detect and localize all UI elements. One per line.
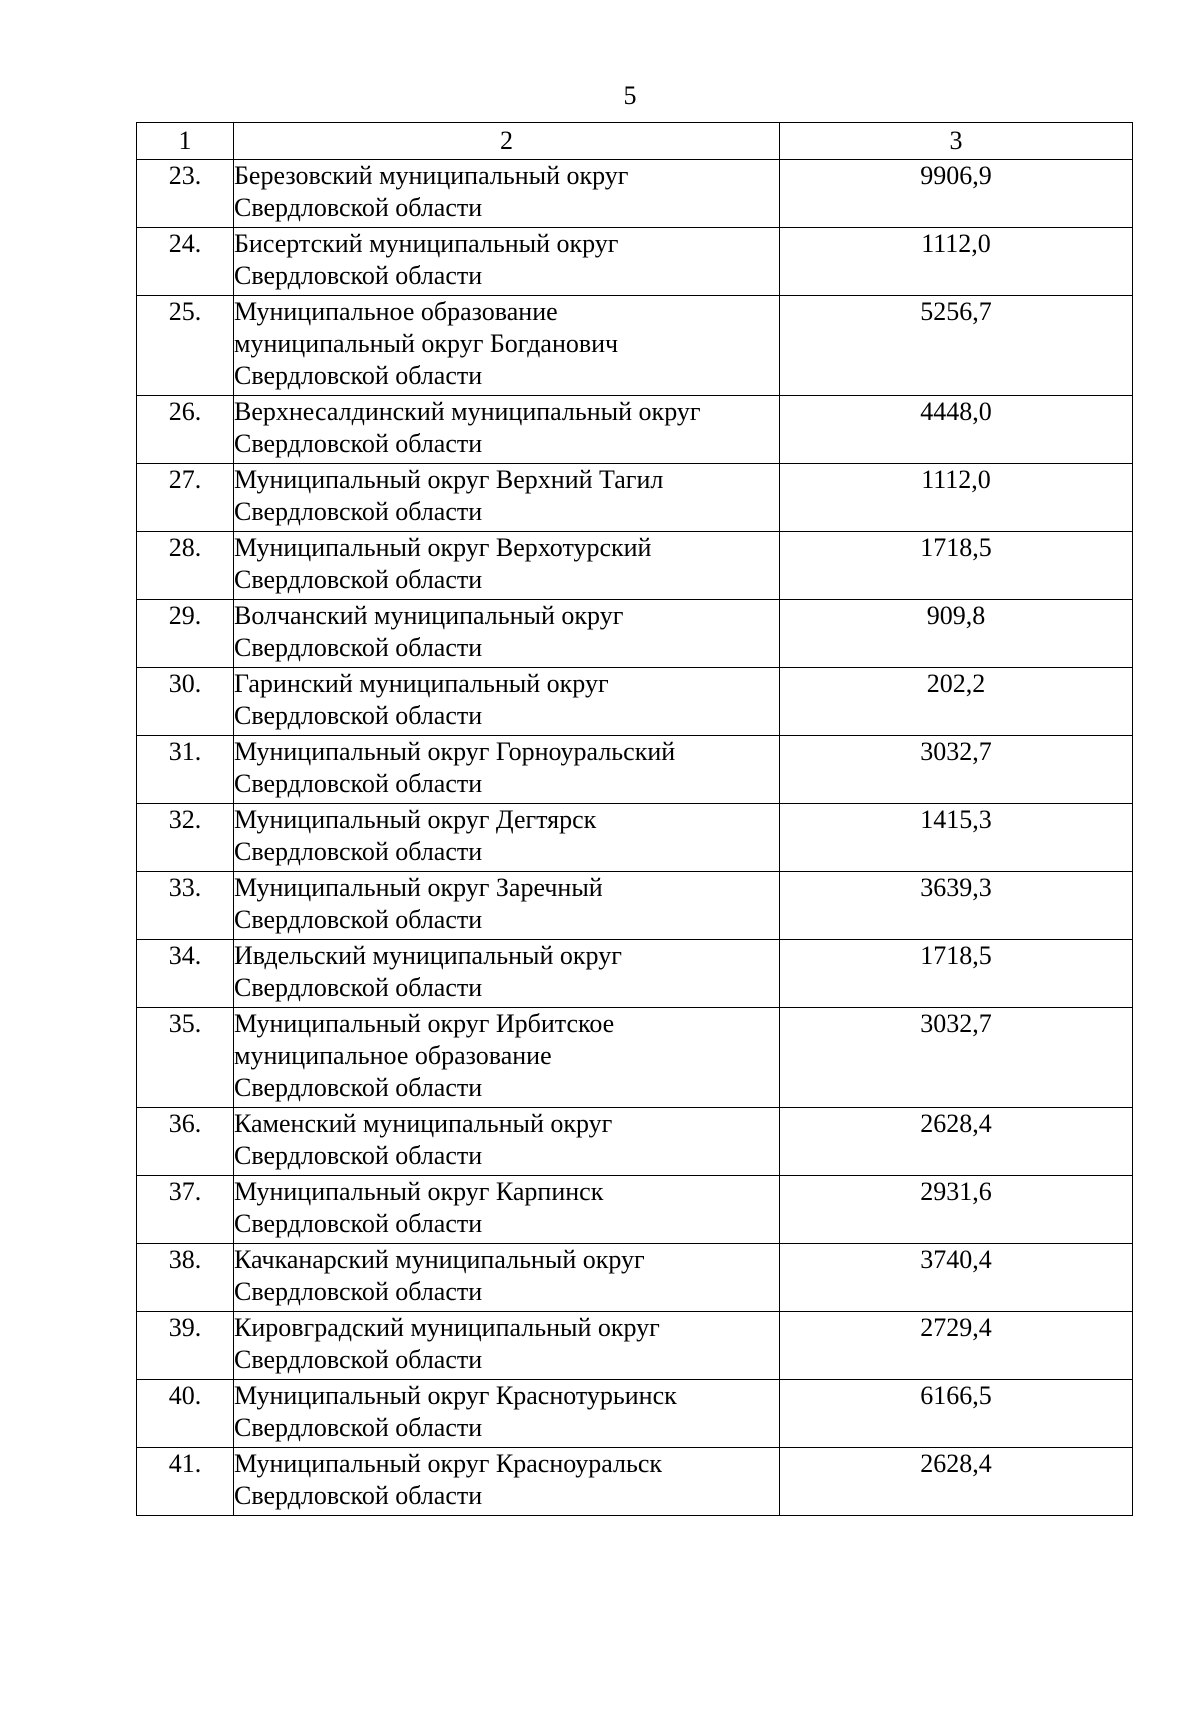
municipality-name-line: Муниципальное образование	[234, 297, 558, 326]
allocation-value: 202,2	[780, 668, 1133, 736]
municipality-name	[234, 1244, 780, 1312]
municipality-name-line: Муниципальный округ Карпинск	[234, 1177, 604, 1206]
allocation-value: 3032,7	[780, 736, 1133, 804]
municipality-name-line: Свердловской области	[234, 429, 483, 458]
municipality-name-line: Свердловской области	[234, 361, 483, 390]
table-row	[137, 160, 1133, 228]
municipality-name-line: Свердловской области	[234, 905, 483, 934]
row-number: 32.	[137, 804, 234, 872]
municipality-name-line: Кировградский муниципальный округ	[234, 1313, 660, 1342]
row-number: 26.	[137, 396, 234, 464]
municipality-name-line: Свердловской области	[234, 565, 483, 594]
allocation-table	[136, 122, 1133, 1516]
allocation-value: 1718,5	[780, 940, 1133, 1008]
municipality-name	[234, 1448, 780, 1516]
table-row	[137, 396, 1133, 464]
municipality-name-line: Свердловской области	[234, 769, 483, 798]
municipality-name	[234, 1380, 780, 1448]
table-row	[137, 1244, 1133, 1312]
municipality-name	[234, 1312, 780, 1380]
table-row	[137, 296, 1133, 396]
municipality-name-line: Верхнесалдинский муниципальный округ	[234, 397, 701, 426]
municipality-name-line: Муниципальный округ Дегтярск	[234, 805, 597, 834]
allocation-value: 909,8	[780, 600, 1133, 668]
table-row	[137, 736, 1133, 804]
municipality-name-line: Свердловской области	[234, 497, 483, 526]
table-row	[137, 668, 1133, 736]
municipality-name-line: Муниципальный округ Горноуральский	[234, 737, 676, 766]
municipality-name	[234, 940, 780, 1008]
municipality-name	[234, 532, 780, 600]
allocation-value: 3740,4	[780, 1244, 1133, 1312]
municipality-name-line: Ивдельский муниципальный округ	[234, 941, 622, 970]
table-row	[137, 940, 1133, 1008]
row-number: 29.	[137, 600, 234, 668]
municipality-name-line: Муниципальный округ Заречный	[234, 873, 603, 902]
municipality-name-line: Свердловской области	[234, 1481, 483, 1510]
allocation-value: 2729,4	[780, 1312, 1133, 1380]
allocation-value: 6166,5	[780, 1380, 1133, 1448]
allocation-value: 9906,9	[780, 160, 1133, 228]
row-number: 38.	[137, 1244, 234, 1312]
municipality-name	[234, 1176, 780, 1244]
municipality-name-line: Качканарский муниципальный округ	[234, 1245, 645, 1274]
municipality-name	[234, 228, 780, 296]
row-number: 31.	[137, 736, 234, 804]
row-number: 24.	[137, 228, 234, 296]
table-row	[137, 1380, 1133, 1448]
municipality-name	[234, 668, 780, 736]
municipality-name	[234, 396, 780, 464]
column-header-name: 2	[234, 123, 780, 160]
municipality-name-line: муниципальное образование	[234, 1041, 552, 1070]
page-number: 5	[623, 81, 637, 110]
allocation-value: 2628,4	[780, 1108, 1133, 1176]
table-row	[137, 228, 1133, 296]
municipality-name	[234, 600, 780, 668]
row-number: 30.	[137, 668, 234, 736]
municipality-name-line: Свердловской области	[234, 261, 483, 290]
municipality-name-line: Свердловской области	[234, 1277, 483, 1306]
municipality-name-line: Муниципальный округ Краснотурьинск	[234, 1381, 677, 1410]
municipality-name	[234, 464, 780, 532]
allocation-value: 3032,7	[780, 1008, 1133, 1108]
table-row	[137, 1108, 1133, 1176]
municipality-name	[234, 872, 780, 940]
allocation-value: 3639,3	[780, 872, 1133, 940]
table-row	[137, 532, 1133, 600]
municipality-name-line: Свердловской области	[234, 837, 483, 866]
allocation-value: 1718,5	[780, 532, 1133, 600]
municipality-name-line: Свердловской области	[234, 701, 483, 730]
table-row	[137, 464, 1133, 532]
column-header-number: 1	[137, 123, 234, 160]
municipality-name-line: Свердловской области	[234, 1413, 483, 1442]
table-row	[137, 872, 1133, 940]
municipality-name-line: Березовский муниципальный округ	[234, 161, 629, 190]
row-number: 40.	[137, 1380, 234, 1448]
municipality-name-line: Свердловской области	[234, 1141, 483, 1170]
municipality-name-line: Муниципальный округ Верхний Тагил	[234, 465, 664, 494]
municipality-name	[234, 736, 780, 804]
row-number: 35.	[137, 1008, 234, 1108]
municipality-name-line: Свердловской области	[234, 1073, 483, 1102]
row-number: 25.	[137, 296, 234, 396]
allocation-value: 1112,0	[780, 464, 1133, 532]
municipality-name-line: Волчанский муниципальный округ	[234, 601, 624, 630]
municipality-name-line: Гаринский муниципальный округ	[234, 669, 609, 698]
municipality-name-line: Свердловской области	[234, 633, 483, 662]
row-number: 39.	[137, 1312, 234, 1380]
allocation-value: 2931,6	[780, 1176, 1133, 1244]
municipality-name-line: Свердловской области	[234, 973, 483, 1002]
municipality-name	[234, 296, 780, 396]
municipality-name	[234, 804, 780, 872]
allocation-value: 1415,3	[780, 804, 1133, 872]
row-number: 23.	[137, 160, 234, 228]
municipality-name-line: Свердловской области	[234, 1345, 483, 1374]
column-header-value: 3	[780, 123, 1133, 160]
allocation-value: 2628,4	[780, 1448, 1133, 1516]
municipality-name	[234, 160, 780, 228]
row-number: 37.	[137, 1176, 234, 1244]
row-number: 34.	[137, 940, 234, 1008]
table-row	[137, 1312, 1133, 1380]
allocation-value: 4448,0	[780, 396, 1133, 464]
table-row	[137, 600, 1133, 668]
municipality-name-line: Каменский муниципальный округ	[234, 1109, 613, 1138]
municipality-name	[234, 1108, 780, 1176]
table-row	[137, 804, 1133, 872]
municipality-name-line: Муниципальный округ Красноуральск	[234, 1449, 663, 1478]
row-number: 33.	[137, 872, 234, 940]
municipality-name-line: Свердловской области	[234, 193, 483, 222]
table-row	[137, 1448, 1133, 1516]
table-row	[137, 1008, 1133, 1108]
municipality-name-line: Бисертский муниципальный округ	[234, 229, 619, 258]
municipality-name-line: Свердловской области	[234, 1209, 483, 1238]
table-row	[137, 1176, 1133, 1244]
row-number: 36.	[137, 1108, 234, 1176]
municipality-name-line: Муниципальный округ Верхотурский	[234, 533, 652, 562]
municipality-name	[234, 1008, 780, 1108]
row-number: 28.	[137, 532, 234, 600]
row-number: 41.	[137, 1448, 234, 1516]
municipality-name-line: Муниципальный округ Ирбитское	[234, 1009, 615, 1038]
allocation-value: 1112,0	[780, 228, 1133, 296]
table-header-row	[137, 123, 1133, 160]
row-number: 27.	[137, 464, 234, 532]
allocation-value: 5256,7	[780, 296, 1133, 396]
municipality-name-line: муниципальный округ Богданович	[234, 329, 619, 358]
